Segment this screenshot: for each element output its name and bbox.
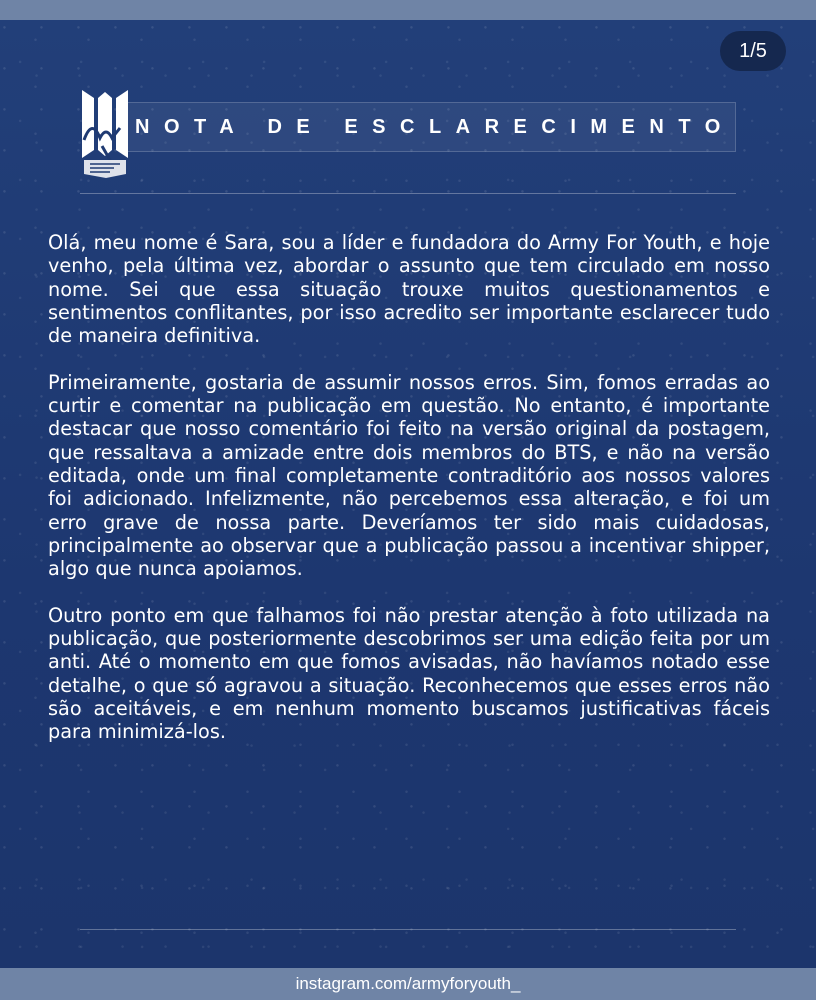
paragraph-2: Primeiramente, gostaria de assumir nossos erros. Sim, fomos erradas ao curtir e comentar na publicação em questão. No entanto, é importante destacar que nosso comentário foi feito na versão original da postagem, que ressaltava a amizade entre dois membros do BTS, e não na versão editada, onde um final completamente contraditório aos nossos valores foi adicionado. Infelizmente, não percebemos essa alteração, e foi um erro grave de nossa parte. Deveríamos ter sido mais cuidadosas, principalmente ao observar que a publicação passou a incentivar shipper, algo que nunca apoiamos. bbox=[48, 370, 770, 581]
paragraph-3: Outro ponto em que falhamos foi não prestar atenção à foto utilizada na publicação, que posteriormente descobrimos ser uma edição feita por um anti. Até o momento em que fomos avisadas, não havíamos notado esse detalhe, o que só agravou a situação. Reconhecemos que esses erros não são aceitáveis, e em nenhum momento buscamos justificativas fáceis para minimizá-los. bbox=[48, 603, 770, 744]
page-title: NOTA DE ESCLARECIMENTO bbox=[135, 115, 735, 138]
slide-counter: 1/5 bbox=[720, 31, 786, 71]
top-divider bbox=[80, 193, 736, 194]
instagram-link[interactable]: instagram.com/armyforyouth_ bbox=[295, 974, 521, 993]
paragraph-1: Olá, meu nome é Sara, sou a líder e fundadora do Army For Youth, e hoje venho, pela última vez, abordar o assunto que tem circulado em nosso nome. Sei que essa situação trouxe muitos questionamentos e sentimentos conflitantes, por isso acredito ser importante esclarecer tudo de maneira definitiva. bbox=[48, 231, 770, 348]
statement-text bbox=[48, 231, 770, 767]
post-card bbox=[0, 20, 816, 968]
bottom-divider bbox=[80, 929, 736, 930]
army-for-youth-logo-icon bbox=[80, 88, 130, 180]
title-bar bbox=[124, 102, 736, 152]
